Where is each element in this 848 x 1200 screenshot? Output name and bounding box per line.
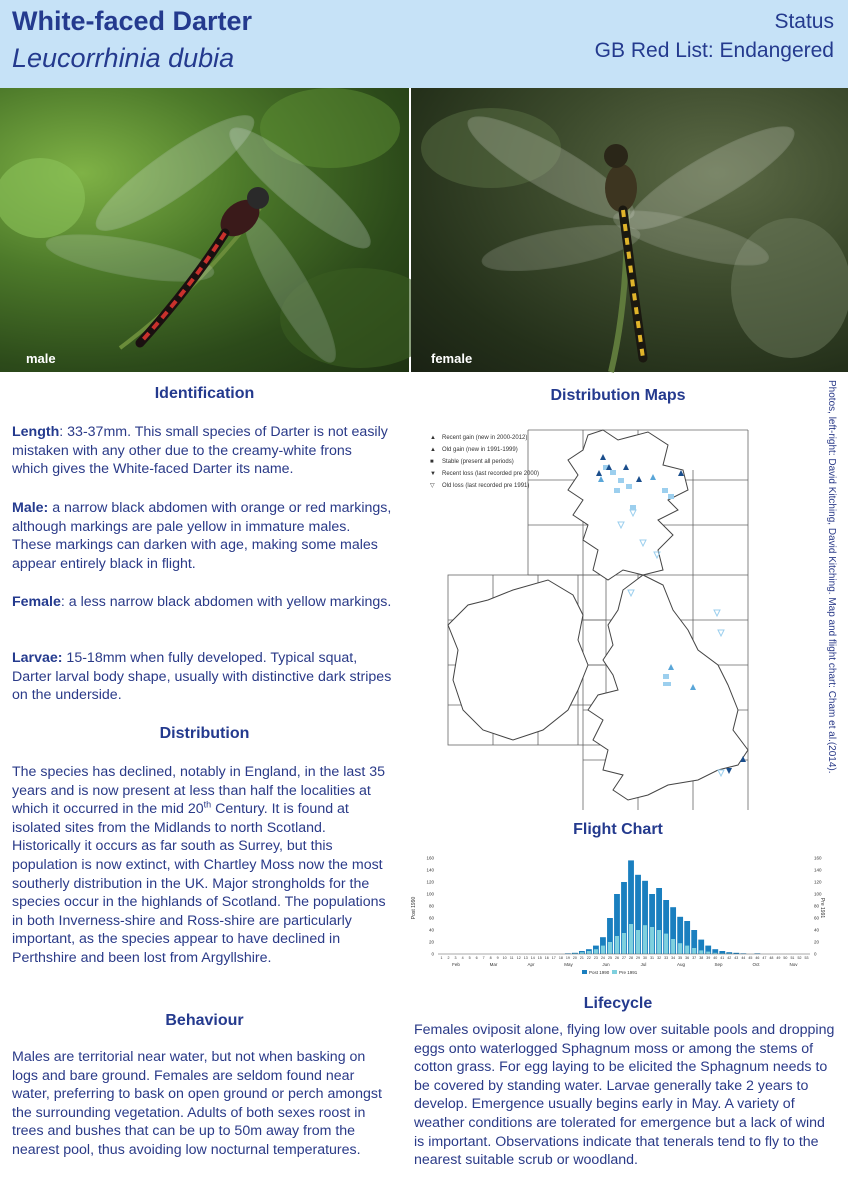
- x-tick: 48: [769, 956, 774, 960]
- x-tick: 25: [607, 956, 612, 960]
- map-outline-ireland: [448, 580, 588, 740]
- y-tick-right: 120: [814, 879, 822, 885]
- x-tick: 47: [762, 956, 767, 960]
- chart-y-right-label: Pre 1991: [819, 897, 825, 919]
- x-tick: 16: [544, 956, 549, 960]
- distribution-paragraph: [12, 763, 392, 968]
- lifecycle-paragraph: Females oviposit alone, flying low over suitable pools and dropping eggs onto waterlogged Sphagnum moss or among the stems of cotton grass. For egg laying to be elicited the Sphagnum needs to be covered by standing water. Larvae generally take 2 years to develop. Emergence usually begins early in May. A variety of weather conditions are tolerated for emergence but a lack of wind is important. Observations indicate that tenerals tend to fly to the nearest suitable scrub or woodland.: [414, 1022, 835, 1169]
- chart-series-legend: [582, 970, 638, 975]
- male-text: a narrow black abdomen with orange or red markings, although markings are pale yellow in immature males. These markings can darken with age, making some males appear entirely black in flight.: [12, 500, 392, 572]
- x-tick: 18: [558, 956, 563, 960]
- legend-label-post-1990: Post 1990: [589, 970, 610, 975]
- y-tick-right: 0: [814, 951, 817, 957]
- y-tick-right: 140: [814, 867, 822, 873]
- legend-label-3: Stable (present all periods): [442, 459, 514, 465]
- x-tick: 35: [678, 956, 683, 960]
- bar-pre-1991: [671, 939, 675, 954]
- legend-label-4: Recent loss (last recorded pre 2000): [442, 471, 540, 477]
- x-tick: 31: [650, 956, 655, 960]
- identification-heading: Identification: [154, 385, 255, 402]
- x-tick: 3: [454, 956, 457, 960]
- x-tick: 36: [685, 956, 690, 960]
- larvae-label: Larvae:: [12, 650, 63, 666]
- legend-label-pre-1991: Pre 1991: [619, 970, 638, 975]
- x-tick: 46: [755, 956, 760, 960]
- x-tick: 6: [475, 956, 478, 960]
- x-tick: 37: [692, 956, 697, 960]
- x-tick: 17: [551, 956, 556, 960]
- legend-symbol-3: ■: [430, 459, 434, 465]
- month-label: Nov: [789, 962, 798, 967]
- x-tick: 11: [509, 956, 514, 960]
- female-caption: female: [431, 351, 473, 366]
- x-tick: 33: [664, 956, 669, 960]
- x-tick: 26: [614, 956, 619, 960]
- female-dragonfly-illustration: [411, 88, 848, 372]
- month-label: Aug: [676, 962, 686, 967]
- female-label: Female: [12, 594, 61, 610]
- x-tick: 7: [482, 956, 485, 960]
- y-tick-left: 140: [426, 867, 434, 873]
- bar-pre-1991: [664, 934, 668, 954]
- female-text: : a less narrow black abdomen with yellow markings.: [60, 594, 392, 610]
- map-outline-england-wales: [588, 575, 748, 800]
- female-photo: [411, 88, 848, 372]
- legend-label-2: Old gain (new in 1991-1999): [442, 447, 518, 453]
- legend-symbol-5: ▽: [430, 483, 435, 489]
- month-label: May: [564, 962, 573, 967]
- x-tick: 53: [804, 956, 809, 960]
- x-tick: 9: [496, 956, 499, 960]
- legend-symbol-4: ▼: [430, 471, 436, 477]
- x-tick: 27: [622, 956, 626, 960]
- x-tick: 29: [636, 956, 641, 960]
- legend-symbol-1: ▲: [430, 435, 436, 441]
- bar-pre-1991: [601, 946, 605, 954]
- bar-pre-1991: [685, 946, 689, 954]
- bar-pre-1991: [594, 949, 598, 954]
- distribution-superscript: th: [203, 799, 212, 810]
- bar-pre-1991: [622, 933, 626, 954]
- y-tick-left: 120: [426, 879, 434, 885]
- behaviour-heading: Behaviour: [165, 1012, 244, 1029]
- month-label: Jul: [640, 962, 647, 967]
- month-label: Mar: [489, 962, 498, 967]
- male-photo: [0, 88, 409, 372]
- female-paragraph: [12, 593, 392, 612]
- x-tick: 4: [461, 956, 464, 960]
- x-tick: 21: [579, 956, 584, 960]
- bar-pre-1991: [657, 930, 661, 954]
- x-tick: 32: [657, 956, 662, 960]
- distribution-heading: Distribution: [159, 725, 250, 742]
- map-legend: [430, 435, 539, 489]
- length-text: : 33-37mm. This small species of Darter is not easily mistaken with any other due to the creamy-white frons which gives the White-faced Darter its name.: [12, 424, 388, 478]
- photo-credit: Photos, left-right: David Kitching, David Kitching. Map and flight chart: Cham et al.(2014).: [826, 380, 837, 774]
- y-tick-left: 20: [428, 939, 434, 945]
- y-tick-left: 60: [428, 915, 434, 921]
- x-tick: 30: [643, 956, 648, 960]
- x-tick: 1: [440, 956, 443, 960]
- x-tick: 5: [468, 956, 471, 960]
- y-tick-right: 100: [814, 891, 822, 897]
- distribution-maps-heading: Distribution Maps: [550, 387, 686, 404]
- length-paragraph: [12, 423, 392, 479]
- month-label: Sep: [714, 962, 723, 967]
- x-tick: 20: [572, 956, 577, 960]
- x-tick: 10: [502, 956, 507, 960]
- status-value: GB Red List: Endangered: [594, 39, 834, 62]
- x-tick: 22: [586, 956, 591, 960]
- lifecycle-heading: Lifecycle: [583, 995, 653, 1012]
- behaviour-paragraph: Males are territorial near water, but not when basking on logs and bare ground. Females are seldom found near water, preferring to bask on open ground or perch amongst the surrounding vegetation. Adults of both sexes roost in trees and bushes that can be up to 50m away from the nearest pool, thus avoiding low nocturnal temperatures.: [12, 1049, 382, 1158]
- x-tick: 23: [593, 956, 598, 960]
- male-label: Male:: [12, 500, 49, 516]
- male-caption: male: [26, 351, 56, 366]
- x-tick: 39: [706, 956, 711, 960]
- x-tick: 8: [489, 956, 492, 960]
- status-label: Status: [774, 10, 834, 33]
- x-tick: 40: [713, 956, 718, 960]
- map-outline-scotland: [568, 430, 688, 580]
- distribution-text-after: Century. It is found at isolated sites from the Midlands to north Scotland. Historically it occurs as far south as Surrey, but this population is now extinct, with Chartley Moss now the most southerly distribution in the UK. Major strongholds for the species occur in the highlands of Scotland. The populations in both Inverness-shire and Ross-shire are particularly important, as the species appear to have declined in Perthshire and been lost from Argyllshire.: [12, 801, 386, 966]
- distribution-map: [418, 410, 828, 815]
- x-tick: 44: [741, 956, 746, 960]
- x-tick: 45: [748, 956, 753, 960]
- bar-pre-1991: [615, 936, 619, 954]
- bar-pre-1991: [699, 950, 703, 954]
- bar-pre-1991: [643, 925, 647, 954]
- header-banner: [0, 0, 848, 88]
- y-tick-left: 40: [428, 927, 434, 933]
- x-tick: 49: [776, 956, 781, 960]
- bar-pre-1991: [629, 924, 633, 954]
- month-label: Feb: [452, 962, 460, 967]
- y-tick-right: 80: [814, 903, 820, 909]
- bar-pre-1991: [706, 952, 710, 954]
- legend-swatch-pre-1991: [612, 970, 617, 974]
- month-label: Apr: [527, 962, 535, 967]
- latin-name: Leucorrhinia dubia: [12, 43, 235, 73]
- x-tick: 51: [790, 956, 795, 960]
- legend-label-5: Old loss (last recorded pre 1991): [442, 483, 530, 489]
- y-tick-right: 160: [814, 855, 822, 861]
- y-tick-right: 40: [814, 927, 820, 933]
- male-paragraph: [12, 499, 392, 573]
- y-tick-right: 60: [814, 915, 820, 921]
- bar-pre-1991: [608, 942, 612, 954]
- bar-pre-1991: [650, 927, 654, 954]
- x-tick: 41: [720, 956, 725, 960]
- bar-pre-1991: [636, 930, 640, 954]
- y-tick-left: 80: [428, 903, 434, 909]
- larvae-paragraph: [12, 649, 392, 705]
- larvae-text: 15-18mm when fully developed. Typical squat, Darter larval body shape, usually with distinctive dark stripes on the underside.: [12, 650, 392, 704]
- x-tick: 14: [530, 956, 535, 960]
- x-tick: 2: [447, 956, 450, 960]
- y-tick-right: 20: [814, 939, 820, 945]
- x-tick: 38: [699, 956, 704, 960]
- x-tick: 12: [516, 956, 521, 960]
- y-tick-left: 100: [426, 891, 434, 897]
- x-tick: 34: [671, 956, 676, 960]
- flight-chart: [412, 848, 824, 976]
- bar-pre-1991: [678, 943, 682, 954]
- month-label: Jun: [602, 962, 610, 967]
- month-label: Oct: [752, 962, 760, 967]
- x-tick: 15: [537, 956, 542, 960]
- x-tick: 43: [734, 956, 739, 960]
- flight-chart-heading: Flight Chart: [573, 821, 663, 838]
- x-tick: 28: [629, 956, 634, 960]
- legend-label-1: Recent gain (new in 2000-2012): [442, 435, 528, 441]
- chart-y-left-label: Post 1990: [411, 896, 417, 920]
- common-name: White-faced Darter: [12, 6, 253, 36]
- x-tick: 42: [727, 956, 732, 960]
- x-tick: 19: [565, 956, 570, 960]
- y-tick-left: 160: [426, 855, 434, 861]
- x-tick: 50: [783, 956, 788, 960]
- x-tick: 52: [797, 956, 802, 960]
- length-label: Length: [12, 424, 60, 440]
- legend-symbol-2: ▲: [430, 447, 436, 453]
- x-tick: 13: [523, 956, 528, 960]
- distribution-text-before: The species has declined, notably in England, in the last 35 years and is now present at less than half the localities at which it occurred in the mid 20: [12, 764, 386, 818]
- x-tick: 24: [600, 956, 605, 960]
- y-tick-left: 0: [431, 951, 434, 957]
- legend-swatch-post-1990: [582, 970, 587, 974]
- bar-pre-1991: [587, 951, 591, 954]
- bar-pre-1991: [692, 948, 696, 954]
- male-dragonfly-illustration: [0, 88, 409, 372]
